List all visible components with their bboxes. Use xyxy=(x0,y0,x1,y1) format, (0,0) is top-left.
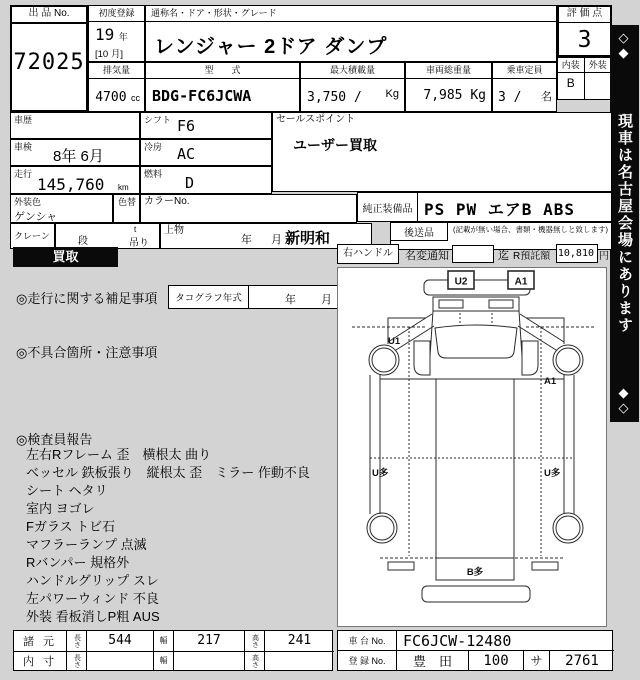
spec-length-value: 544 xyxy=(86,631,153,651)
gross-weight-value: 7,985 Kg xyxy=(423,88,486,103)
sidebar-diamonds-top: ◇◆ xyxy=(617,31,632,61)
rear-bumper xyxy=(422,586,530,602)
headlight-left xyxy=(439,300,463,308)
front-wheel-right-inner xyxy=(556,348,580,372)
reg-kana-value: サ xyxy=(523,650,549,670)
windshield xyxy=(435,325,517,358)
spec-height-value: 241 xyxy=(264,631,334,651)
capacity-unit: 名 xyxy=(541,91,552,103)
fuel-box xyxy=(140,166,272,194)
inspection-label: 車検 xyxy=(14,142,33,152)
headlight-right xyxy=(489,300,513,308)
lot-number-box xyxy=(10,5,88,112)
front-wheel-left xyxy=(369,345,399,375)
body-label: 上物 xyxy=(164,225,184,236)
mirror-arm-left-2 xyxy=(396,326,434,350)
first-registration-year: 19 xyxy=(95,25,115,44)
vehicle-name-box xyxy=(145,5,557,62)
displacement-unit: cc xyxy=(131,93,140,103)
exterior-grade xyxy=(585,73,612,76)
sales-point-value: ユーザー買取 xyxy=(293,137,377,153)
inspector-report-list xyxy=(26,446,331,626)
max-load-box xyxy=(300,62,405,112)
name-change-value-box xyxy=(452,245,494,263)
damage-code-b-many: B多 xyxy=(466,567,484,578)
damage-diagram-box xyxy=(337,267,607,627)
mileage-label: 走行 xyxy=(14,169,33,179)
fuel-value: D xyxy=(185,174,195,192)
score-box xyxy=(557,5,612,57)
inner-width-label: 幅 xyxy=(153,651,173,671)
shift-value: F6 xyxy=(177,117,196,135)
crane-label: クレーン xyxy=(14,231,50,241)
reg-number-value: 2761 xyxy=(549,650,614,670)
history-box xyxy=(10,112,140,139)
dimensions-table xyxy=(13,630,333,671)
registration-table xyxy=(337,630,613,671)
sales-point-label: セールスポイント xyxy=(276,114,356,125)
venue-sidebar xyxy=(610,25,639,422)
displacement-label: 排気量 xyxy=(89,63,144,79)
tachograph-box xyxy=(168,285,340,309)
exterior-color-label: 外装色 xyxy=(14,197,42,207)
interior-grade: B xyxy=(566,76,575,90)
mirror-arm-right-2 xyxy=(518,326,556,350)
first-registration-year-suffix: 年 xyxy=(118,32,128,42)
lot-number-label: 出 品 No. xyxy=(12,7,86,24)
crane-lift-label: 吊り xyxy=(129,238,149,249)
vehicle-name-label: 通称名・ドア・形状・グレード xyxy=(146,6,556,22)
vehicle-name-value: レンジャー 2ドア ダンプ xyxy=(154,36,388,58)
model-code-box xyxy=(145,62,300,112)
rear-wheel-left xyxy=(367,513,397,543)
color-change-box xyxy=(113,194,140,223)
inspector-line: ベッセル 鉄板張り 縦根太 歪 ミラー 作動不良 xyxy=(26,465,310,480)
interior-exterior-box xyxy=(557,57,612,100)
inspector-line: Rバンパー 規格外 xyxy=(26,555,130,570)
mileage-value: 145,760 xyxy=(37,175,105,194)
later-items-note: (記載が無い場合、書類・機器無しと致します) xyxy=(453,225,608,234)
damage-code-u-many-left: U多 xyxy=(372,468,389,479)
max-load-label: 最大積載量 xyxy=(301,63,404,79)
mileage-box xyxy=(10,166,140,194)
sales-point-box xyxy=(272,112,612,192)
color-no-box xyxy=(140,194,357,223)
crane-box xyxy=(10,223,55,249)
rear-wheel-right xyxy=(553,513,583,543)
max-load-value: 3,750 / xyxy=(307,90,362,105)
oem-equipment-label: 純正装備品 xyxy=(358,193,418,221)
capacity-value: 3 / xyxy=(498,90,522,105)
capacity-box xyxy=(492,62,557,112)
mileage-note-heading: ◎走行に関する補足事項 xyxy=(16,291,158,306)
oem-equipment-value: PS PW エアB ABS xyxy=(424,200,575,219)
right-handle-label: 右ハンドル xyxy=(343,248,393,259)
mud-flap-left xyxy=(388,562,414,570)
defects-heading: ◎不具合箇所・注意事項 xyxy=(16,345,158,360)
exterior-color-value: ゲンシャ xyxy=(14,211,58,223)
step-right xyxy=(522,341,538,375)
inner-width-value xyxy=(173,651,244,671)
inner-height-label: 高さ xyxy=(244,651,264,671)
damage-code-a1-side: A1 xyxy=(544,376,557,387)
max-load-unit: Kg xyxy=(385,88,399,100)
yen-label: 円 xyxy=(599,251,609,262)
first-registration-box xyxy=(88,5,145,62)
tachograph-month-label: 月 xyxy=(321,294,332,306)
mud-flap-right xyxy=(532,562,558,570)
made-label: 迄 xyxy=(498,250,509,262)
venue-notice-text: 現車は名古屋会場にあります xyxy=(616,113,633,334)
tachograph-label: タコグラフ年式 xyxy=(169,286,249,308)
body-month-label: 月 xyxy=(271,234,282,246)
crane-spec-box xyxy=(55,223,160,249)
crane-stage-label: 段 xyxy=(78,236,88,247)
reg-class-value: 100 xyxy=(468,650,523,670)
inner-length-value xyxy=(86,651,153,671)
inner-row-label: 内 寸 xyxy=(14,651,66,671)
score-value: 3 xyxy=(577,27,592,53)
inspector-line: ハンドルグリップ スレ xyxy=(26,573,159,588)
gross-weight-label: 車両総重量 xyxy=(406,63,491,79)
ac-value: AC xyxy=(177,145,196,163)
exterior-label: 外装 xyxy=(585,58,612,73)
width-label: 幅 xyxy=(153,631,173,651)
shift-box xyxy=(140,112,272,139)
inspector-line: 室内 ヨゴレ xyxy=(26,501,95,516)
kaitori-badge-label: 買取 xyxy=(52,249,79,264)
inspector-report-heading: ◎検査員報告 xyxy=(16,432,93,447)
first-registration-label: 初度登録 xyxy=(89,6,144,22)
inspector-line: シート ヘタリ xyxy=(26,483,108,498)
kaitori-badge xyxy=(13,247,118,267)
mileage-unit: km xyxy=(118,183,129,192)
damage-code-u2: U2 xyxy=(454,276,468,288)
inner-length-label: 長さ xyxy=(66,651,86,671)
right-handle-box xyxy=(337,244,399,264)
model-code-label: 型 式 xyxy=(146,63,299,79)
inner-height-value xyxy=(264,651,334,671)
shift-label: シフト xyxy=(144,115,172,125)
exterior-color-box xyxy=(10,194,113,223)
body-maker-value: 新明和 xyxy=(285,230,331,247)
chassis-no-value: FC6JCW-12480 xyxy=(396,631,614,650)
inspector-line: 左パワーウィンド 不良 xyxy=(26,591,159,606)
height-label: 高さ xyxy=(244,631,264,651)
color-no-label: カラーNo. xyxy=(144,196,190,207)
spec-row-label: 諸 元 xyxy=(22,635,58,648)
deposit-value: 10,810 xyxy=(557,248,594,259)
model-code-value: BDG-FC6JCWA xyxy=(152,87,252,105)
later-items-label: 後送品 xyxy=(391,223,448,241)
front-wheel-left-inner xyxy=(372,348,396,372)
inspection-value: 8年 6月 xyxy=(53,148,104,165)
interior-label: 内装 xyxy=(558,58,584,73)
body-year-label: 年 xyxy=(241,234,252,246)
front-wheel-right xyxy=(553,345,583,375)
cab-front-panel xyxy=(433,297,519,311)
history-label: 車歴 xyxy=(14,115,33,125)
score-label: 評 価 点 xyxy=(559,7,610,23)
spec-width-value: 217 xyxy=(173,631,244,651)
inspector-line: Fガラス トビ石 xyxy=(26,519,116,534)
first-registration-month: [10 月] xyxy=(95,49,123,60)
rear-wheel-left-inner xyxy=(370,516,394,540)
tachograph-year-label: 年 xyxy=(285,294,296,306)
oem-equipment-box xyxy=(357,192,612,222)
capacity-label: 乗車定員 xyxy=(493,63,556,79)
deposit-label: R預託額 xyxy=(513,251,551,262)
color-change-label: 色替 xyxy=(118,197,137,207)
inspection-box xyxy=(10,139,140,166)
inspector-line: マフラーランプ 点滅 xyxy=(26,537,147,552)
length-label: 長さ xyxy=(66,631,86,651)
ac-label: 冷房 xyxy=(144,142,163,152)
ac-box xyxy=(140,139,272,166)
lot-number-value: 72025 xyxy=(13,50,85,75)
damage-code-a1-top: A1 xyxy=(514,276,528,288)
name-change-label: 名変通知 xyxy=(405,250,449,262)
step-left xyxy=(414,341,430,375)
displacement-box xyxy=(88,62,145,112)
sidebar-diamonds-bottom: ◆◇ xyxy=(617,386,632,416)
damage-code-u1: U1 xyxy=(388,336,401,347)
crane-ton-label: t xyxy=(134,225,137,234)
chassis-no-label: 車 台 No. xyxy=(348,636,386,646)
displacement-value: 4700 xyxy=(95,90,127,105)
gross-weight-box xyxy=(405,62,492,112)
fuel-label: 燃料 xyxy=(144,169,163,179)
reg-area-value: 豊 田 xyxy=(396,650,468,670)
deposit-value-box xyxy=(556,244,598,263)
truck-diagram xyxy=(338,268,606,626)
reg-no-label: 登 録 No. xyxy=(338,650,396,670)
inspector-line: 外装 看板消しP粗 AUS xyxy=(26,609,160,624)
inspector-line: 左右Rフレーム 歪 横根太 曲り xyxy=(26,447,212,462)
damage-code-u-many-right: U多 xyxy=(544,468,561,479)
rear-wheel-right-inner xyxy=(556,516,580,540)
